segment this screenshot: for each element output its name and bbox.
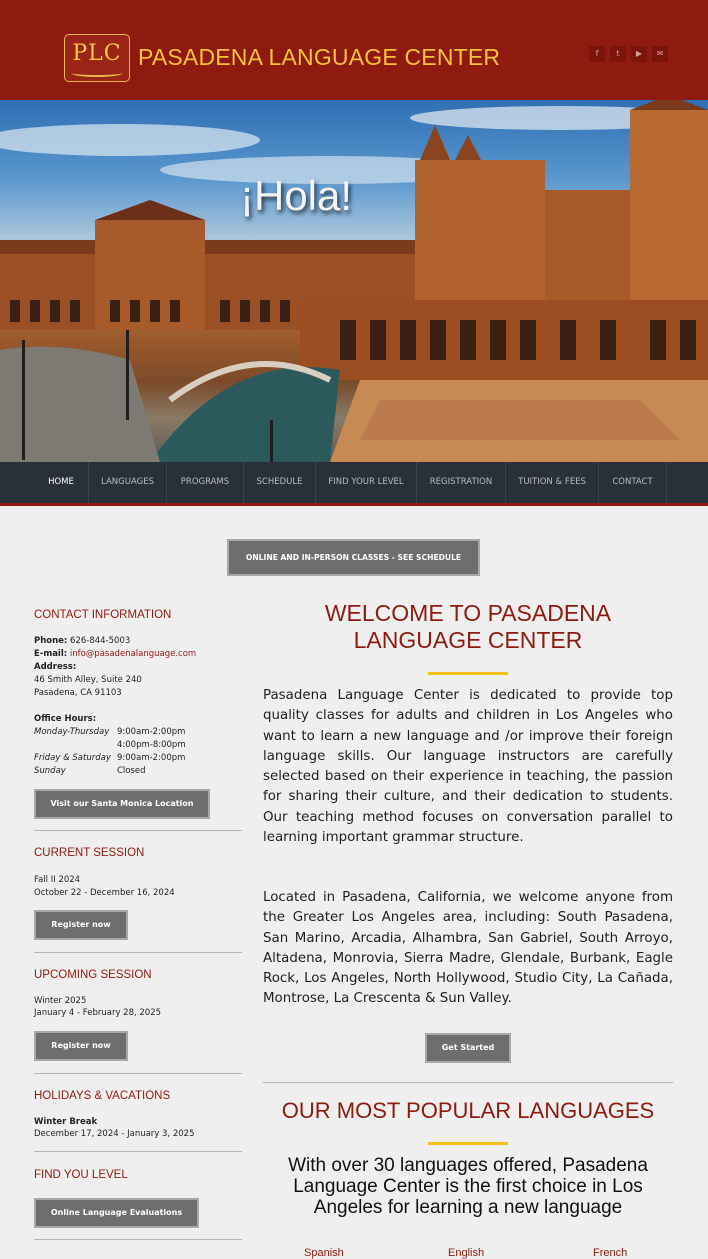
logo-text: PLC	[72, 41, 122, 66]
upcoming-term: Winter 2025	[34, 996, 87, 1006]
office-hours-label: Office Hours:	[34, 714, 97, 724]
current-session-heading: CURRENT SESSION	[34, 847, 145, 859]
hours-day: Monday-Thursday	[34, 727, 110, 737]
hours-time: 9:00am-2:00pm	[117, 727, 186, 737]
location-paragraph: Located in Pasadena, California, we welcome anyone from the Greater Los Angeles area, including: South Pasadena, San Marino, Arcadia, Alhambra, San Gabriel, South Arroyo, Altadena, Monrovia, Sierra Madre, Glendale, Burbank, Eagle Rock, Los Angeles, North Hollywood, Studio City, La Cañada, Montrose, La Crescenta & Sun Valley.	[263, 890, 673, 1007]
nav-find-your-level[interactable]: FIND YOUR LEVEL	[316, 462, 417, 503]
site-title[interactable]: PASADENA LANGUAGE CENTER	[138, 44, 501, 70]
site-header	[0, 0, 708, 100]
get-started-button[interactable]: Get Started	[425, 1033, 511, 1063]
nav-registration[interactable]: REGISTRATION	[417, 462, 506, 503]
hours-time: 4:00pm-8:00pm	[117, 740, 186, 750]
gold-divider	[428, 1142, 508, 1145]
book-icon	[71, 69, 123, 77]
see-schedule-button[interactable]: ONLINE AND IN-PERSON CLASSES - SEE SCHEDULE	[227, 539, 480, 576]
email-line	[34, 649, 196, 659]
popular-languages-text: With over 30 languages offered, Pasadena Language Center is the first choice in Los Angeles for learning a new language	[288, 1155, 648, 1218]
main-nav	[0, 462, 708, 506]
nav-schedule[interactable]: SCHEDULE	[244, 462, 316, 503]
divider	[34, 1073, 242, 1074]
email-label: E-mail:	[34, 649, 68, 659]
nav-programs[interactable]: PROGRAMS	[167, 462, 244, 503]
plc-logo[interactable]	[64, 34, 130, 82]
language-english[interactable]: English	[448, 1247, 485, 1259]
phone-value[interactable]: 626-844-5003	[70, 636, 131, 646]
hours-day: Sunday	[34, 766, 66, 776]
facebook-icon[interactable]: f	[589, 46, 605, 62]
youtube-icon[interactable]: ▶	[631, 46, 647, 62]
upcoming-dates: January 4 - February 28, 2025	[34, 1008, 162, 1018]
language-evaluations-button[interactable]: Online Language Evaluations	[34, 1198, 199, 1228]
address-line-2: Pasadena, CA 91103	[34, 688, 122, 698]
hours-day: Friday & Saturday	[34, 753, 111, 763]
language-spanish[interactable]: Spanish	[304, 1247, 344, 1259]
popular-languages-heading: OUR MOST POPULAR LANGUAGES	[281, 1098, 655, 1123]
intro-paragraph: Pasadena Language Center is dedicated to provide top quality classes for adults and children in Los Angeles who want to learn a new language and /or improve their foreign language skills. Our language instructors are carefully selected based on their experience in teaching, the passion for sharing their culture, and their dedication to students. Our teaching method focuses on conversation parallel to learning important grammar structure.	[263, 688, 673, 846]
holiday-name: Winter Break	[34, 1117, 98, 1127]
divider	[34, 830, 242, 831]
phone-label: Phone:	[34, 636, 68, 646]
find-level-heading: FIND YOU LEVEL	[34, 1169, 128, 1181]
register-current-button[interactable]: Register now	[34, 910, 128, 940]
divider	[263, 1082, 673, 1083]
holiday-dates: December 17, 2024 - January 3, 2025	[34, 1129, 195, 1139]
nav-home[interactable]: HOME	[34, 462, 89, 503]
hero-image	[0, 100, 708, 462]
email-link[interactable]: info@pasadenalanguage.com	[69, 649, 197, 659]
hours-time: Closed	[117, 766, 146, 776]
hours-time: 9:00am-2:00pm	[117, 753, 186, 763]
register-upcoming-button[interactable]: Register now	[34, 1031, 128, 1061]
welcome-line-1: WELCOME TO PASADENA	[324, 600, 612, 626]
address-line-1: 46 Smith Alley, Suite 240	[34, 675, 142, 685]
phone-line	[34, 636, 130, 646]
address-label: Address:	[34, 662, 77, 672]
current-term: Fall II 2024	[34, 875, 81, 885]
nav-tuition-fees[interactable]: TUITION & FEES	[506, 462, 599, 503]
divider	[34, 1151, 242, 1152]
nav-contact[interactable]: CONTACT	[599, 462, 667, 503]
santa-monica-button[interactable]: Visit our Santa Monica Location	[34, 789, 210, 819]
current-dates: October 22 - December 16, 2024	[34, 888, 175, 898]
gold-divider	[428, 672, 508, 675]
divider	[34, 952, 242, 953]
welcome-heading	[263, 600, 673, 654]
hero-greeting: ¡Hola!	[240, 172, 353, 219]
welcome-line-2: LANGUAGE CENTER	[353, 627, 583, 653]
email-icon[interactable]: ✉	[652, 46, 668, 62]
plaza-illustration	[0, 100, 708, 462]
contact-heading: CONTACT INFORMATION	[34, 609, 172, 621]
language-french[interactable]: French	[593, 1247, 628, 1259]
upcoming-session-heading: UPCOMING SESSION	[34, 969, 152, 981]
nav-languages[interactable]: LANGUAGES	[89, 462, 167, 503]
twitter-icon[interactable]: t	[610, 46, 626, 62]
holidays-heading: HOLIDAYS & VACATIONS	[34, 1090, 171, 1102]
divider	[34, 1239, 242, 1240]
